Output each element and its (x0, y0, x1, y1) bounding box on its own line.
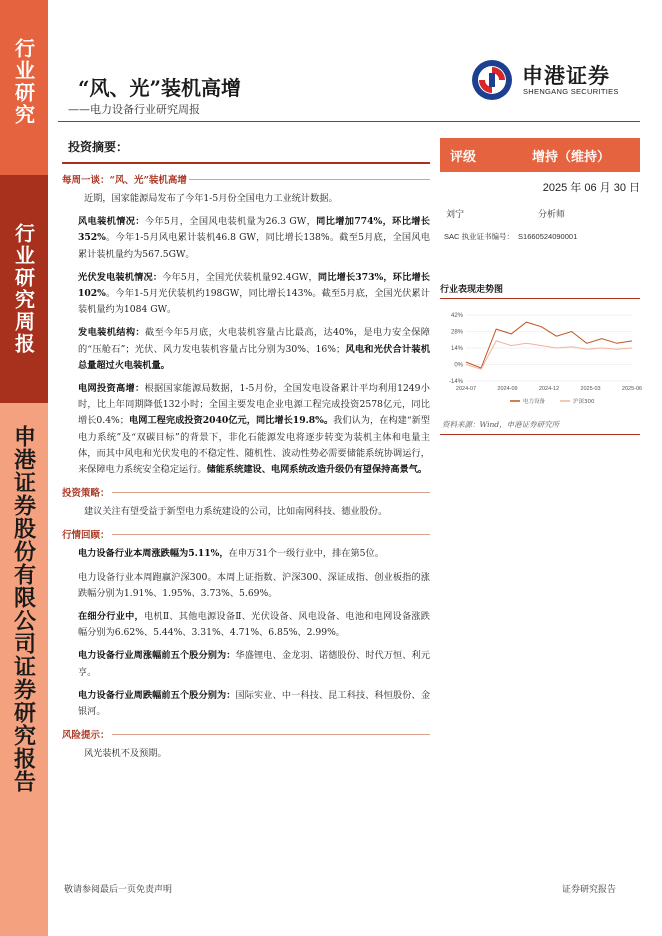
structure-highlight: 风电和光伏合计装机总量超过火电装机量。 (78, 343, 431, 371)
sac-license (440, 231, 640, 242)
summary-divider (62, 162, 430, 164)
review-text: 在申万31个一级行业中，排在第5位。 (228, 548, 384, 560)
performance-chart-title: 行业表现走势图 (440, 285, 504, 295)
review-highlight: 电力设备行业周跌幅前五个股分别为： (78, 689, 236, 701)
page-subtitle: ——电力设备行业研究周报 (68, 103, 200, 116)
review-label: 行情回顾： (62, 530, 110, 542)
analyst-name: 刘宁 (446, 210, 465, 220)
logo-text-cn: 申港证券 (522, 64, 610, 88)
review-text: 国际实业、中一科技、昆工科技、科恒股份、金银河。 (78, 689, 431, 718)
legend-label: 沪深300 (573, 399, 595, 405)
grid-investment-paragraph (62, 381, 430, 478)
header-divider (58, 121, 640, 122)
investment-highlight: 电网工程完成投资2040亿元，同比增长19.8%。 (128, 415, 334, 427)
company-logo (470, 54, 640, 106)
sidebar-section-industry-research (0, 0, 48, 175)
summary-heading: 投资摘要： (68, 140, 129, 154)
review-highlight: 电力设备行业本周涨跌幅为5.11%， (78, 548, 229, 560)
legend-label: 电力设备 (523, 399, 546, 405)
y-tick-label: -14% (448, 379, 463, 385)
y-tick-label: 0% (454, 362, 463, 369)
sidebar-label: 申港证券股份有限公司证券研究报告 (10, 425, 37, 793)
strategy-label: 投资策略： (62, 488, 110, 500)
series-line-power-equipment (466, 322, 632, 368)
risk-paragraph: 风光装机不及预期。 (84, 748, 167, 760)
y-tick-label: 28% (450, 329, 463, 336)
series-line-csi300 (466, 341, 632, 369)
strategy-paragraph: 建议关注有望受益于新型电力系统建设的公司，比如南网科技、德业股份。 (84, 506, 388, 518)
review-paragraph-3 (62, 609, 430, 641)
wind-text: 今年5月，全国风电装机量为26.3 GW， (144, 216, 317, 228)
intro-paragraph: 近期，国家能源局发布了今年1-5月份全国电力工业统计数据。 (84, 193, 338, 204)
weekly-topic-label: 每周一谈：“风、光”装机高增 (62, 175, 187, 186)
wind-paragraph (62, 214, 430, 263)
report-date: 2025 年 06 月 30 日 (542, 182, 640, 194)
pv-text-2: 。今年1-5月光伏装机约198GW，同比增长143%。截至5月底，全国光伏累计装机量约为1084 GW。 (78, 288, 430, 316)
sidebar-section-company (0, 403, 48, 936)
review-paragraph-5 (62, 688, 430, 720)
page-title: “风、光”装机高增 (78, 76, 242, 100)
right-column (440, 138, 643, 435)
x-tick-label: 2024-09 (497, 386, 518, 392)
review-paragraph-2: 电力设备行业本周跑赢沪深300。本周上证指数、沪深300、深证成指、创业板指的涨跌幅分别为1.91%、1.95%、3.73%、5.69%。 (78, 571, 430, 599)
wind-lead: 风电装机情况： (78, 216, 145, 228)
pv-highlight: 同比增长373%，环比增长102% (78, 271, 430, 300)
x-tick-label: 2025-06 (621, 386, 643, 392)
sidebar-label: 行业研究周报 (11, 223, 36, 355)
wind-highlight: 同比增加774%，环比增长352% (78, 216, 430, 244)
analyst-row (440, 207, 640, 220)
rating-box (440, 138, 640, 172)
x-tick-label: 2025-03 (580, 386, 601, 392)
rating-value: 增持（维持） (532, 149, 611, 165)
sidebar-band (0, 0, 48, 936)
y-tick-label: 42% (450, 313, 463, 319)
sac-number: S1660524090001 (518, 232, 578, 241)
performance-chart (440, 309, 643, 409)
investment-text-2: 我们认为，在构建“新型电力系统”及“双碳目标”的背景下，非化石能源发电将逐步转变为装机主体和电量主体，而其中风电和光伏发电的不稳定性、随机性、波动性势必需要储能系统协调运行，来保障电力系统安全稳定运行。 (78, 415, 430, 476)
pv-text: 今年5月，全国光伏装机量92.4GW， (162, 271, 318, 283)
sidebar-label: 行业研究 (11, 38, 36, 126)
y-tick-label: 14% (450, 346, 463, 352)
sidebar-section-weekly (0, 175, 48, 403)
review-highlight: 电力设备行业周涨幅前五个股分别为： (78, 650, 236, 662)
footer-report-type: 证券研究报告 (562, 885, 617, 895)
section-rule (112, 492, 430, 493)
chart-source: 资料来源：Wind，申港证券研究所 (442, 420, 560, 429)
risk-label: 风险提示： (62, 730, 110, 742)
review-highlight: 在细分行业中， (78, 611, 144, 623)
structure-paragraph (62, 325, 430, 374)
section-rule (112, 534, 430, 535)
logo-text-en: SHENGANG SECURITIES (523, 87, 619, 96)
analyst-title: 分析师 (538, 210, 566, 220)
section-rule (112, 734, 430, 735)
investment-highlight-2: 储能系统建设、电网系统改造升级仍有望保持高景气。 (206, 464, 428, 476)
pv-paragraph (62, 270, 430, 319)
main-content (62, 138, 430, 762)
sac-label: SAC 执业证书编号： (444, 232, 515, 241)
review-paragraph-1 (62, 546, 430, 562)
section-rule (189, 179, 430, 180)
source-divider (440, 434, 640, 435)
investment-text: 根据国家能源局数据，1-5月份，全国发电设备累计平均利用1249小时，比上年同期降低132小时；全国主要发电企业电源工程完成投资2578亿元，同比增长0.4%； (78, 383, 430, 427)
structure-lead: 发电装机结构： (78, 327, 145, 339)
logo-mark-icon (470, 58, 514, 102)
rating-label: 评级 (450, 149, 477, 165)
chart-title-divider (440, 298, 640, 299)
pv-lead: 光伏发电装机情况： (78, 271, 163, 283)
review-paragraph-4 (62, 648, 430, 680)
wind-text-2: 。今年1-5月风电累计装机46.8 GW，同比增长138%。截至5月底，全国风电累计装机量约为567.5GW。 (78, 232, 430, 260)
disclaimer-note: 敬请参阅最后一页免责声明 (64, 885, 173, 895)
review-text: 华盛锂电、金龙羽、诺德股份、时代万恒、利元亨。 (78, 650, 431, 678)
investment-lead: 电网投资高增： (78, 383, 145, 395)
review-text: 电机Ⅱ、其他电源设备Ⅱ、光伏设备、风电设备、电池和电网设备涨跌幅分别为6.62%、5.44%、3.31%、4.71%、6.85%、2.99%。 (78, 611, 430, 639)
x-tick-label: 2024-12 (538, 386, 560, 392)
structure-text: 截至今年5月底，火电装机容量占比最高，达40%，是电力安全保障的“压舱石”；光伏、风力发电装机容量占比分别为30%、16%； (78, 327, 430, 355)
x-tick-label: 2024-07 (455, 386, 477, 392)
